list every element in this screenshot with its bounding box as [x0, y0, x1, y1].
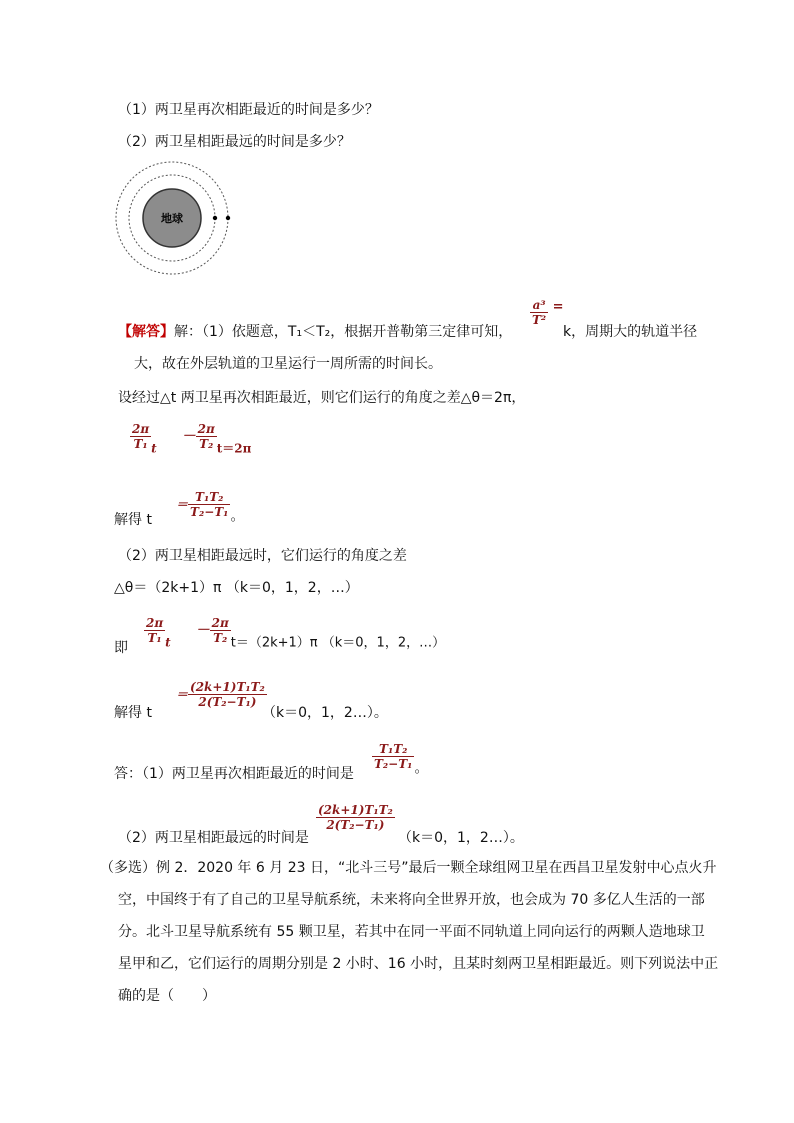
eq1-f2-denominator: T₂ — [196, 436, 217, 451]
eq2-minus: － — [195, 622, 210, 639]
inner-satellite — [213, 216, 217, 220]
kepler-denominator: T² — [532, 313, 547, 327]
answer1-fraction — [372, 742, 414, 771]
eq2-t1: t — [165, 635, 171, 650]
answer-1-prefix: 答：（1）两卫星再次相距最近的时间是 — [114, 766, 354, 782]
eq2-fraction-1 — [144, 616, 165, 645]
example2-line-3: 分。北斗卫星导航系统有 55 颗卫星，若其中在同一平面不同轨道上同向运行的两颗人造地球卫 — [118, 924, 705, 940]
example2-line-4: 星甲和乙，它们运行的周期分别是 2 小时、16 小时，且某时刻两卫星相距最近。则下列说法中正 — [118, 956, 719, 972]
answer-2-prefix: （2）两卫星相距最远的时间是 — [118, 830, 309, 846]
solution-line-2: 大，故在外层轨道的卫星运行一周所需的时间长。 — [134, 356, 442, 372]
solve2-equals: ＝ — [176, 687, 189, 702]
example2-line-5: 确的是（ ） — [118, 988, 216, 1004]
answer2-numerator: (2k+1)T₁T₂ — [318, 803, 393, 817]
outer-satellite — [226, 216, 230, 220]
answer1-numerator: T₁T₂ — [379, 742, 408, 756]
solution-line-1 — [118, 322, 512, 342]
eq1-t1: t — [151, 441, 157, 456]
solve-1-formula — [176, 490, 244, 526]
answer2-denominator: 2(T₂−T₁) — [316, 817, 395, 832]
eq2-rhs: t＝（2k+1）π （k＝0，1，2，…） — [230, 635, 446, 651]
eq1-fraction-2 — [196, 422, 217, 451]
answer-1-formula — [372, 742, 428, 778]
orbit-diagram — [112, 160, 232, 280]
earth-label: 地球 — [161, 212, 183, 225]
eq1-minus: － — [181, 428, 196, 445]
eq2-fraction-2 — [210, 616, 231, 645]
kepler-fraction — [530, 298, 548, 327]
eq1-fraction-1 — [130, 422, 151, 451]
eq2-prefix: 即 — [114, 640, 128, 656]
answer2-end: （k＝0，1，2…）。 — [398, 830, 524, 846]
eq1-f2-numerator: 2π — [197, 422, 215, 436]
solve1-denominator: T₂−T₁ — [190, 505, 229, 519]
solution-line-3: 设经过△t 两卫星再次相距最近，则它们运行的角度之差△θ＝2π， — [118, 390, 526, 406]
solve-2-formula — [176, 680, 267, 709]
example2-line-2: 空，中国终于有了自己的卫星导航系统，未来将向全世界开放，也会成为 70 多亿人生活的一部 — [118, 892, 705, 908]
part-2-line: （2）两卫星相距最远时，它们运行的角度之差 — [118, 548, 407, 564]
solve-1-prefix: 解得 t — [114, 512, 152, 528]
solution-intro: 解：（1）依题意，T₁＜T₂，根据开普勒第三定律可知， — [174, 324, 513, 340]
solve1-numerator: T₁T₂ — [195, 490, 224, 504]
equation-1 — [130, 422, 251, 457]
solve2-fraction — [188, 680, 267, 709]
answer2-fraction — [316, 803, 395, 832]
solve2-denominator: 2(T₂−T₁) — [188, 694, 267, 709]
kepler-numerator: a³ — [532, 298, 546, 312]
solve2-numerator: (2k+1)T₁T₂ — [190, 680, 265, 694]
solve-2-prefix: 解得 t — [114, 705, 152, 721]
eq2-f1-denominator: T₁ — [144, 630, 165, 645]
solve1-equals: ＝ — [176, 497, 189, 512]
eq1-f1-numerator: 2π — [132, 422, 150, 436]
eq1-rhs: t＝2π — [216, 441, 252, 456]
solve1-end: 。 — [230, 508, 245, 525]
solve2-end: （k＝0，1，2…）。 — [262, 705, 388, 721]
part-2-theta: △θ＝（2k+1）π （k＝0，1，2，…） — [114, 580, 359, 596]
equation-2 — [144, 616, 445, 651]
kepler-k-text: k，周期大的轨道半径 — [563, 324, 698, 340]
solution-tag: 【解答】 — [118, 324, 174, 340]
kepler-equals: = — [552, 299, 564, 315]
answer1-end: 。 — [414, 760, 429, 777]
answer-2-formula — [316, 803, 395, 832]
question-2: （2）两卫星相距最远的时间是多少？ — [118, 134, 351, 150]
answer1-denominator: T₂−T₁ — [374, 757, 413, 771]
kepler-formula — [530, 298, 564, 327]
solve1-fraction — [188, 490, 230, 519]
eq2-f1-numerator: 2π — [146, 616, 164, 630]
eq2-f2-denominator: T₂ — [210, 630, 231, 645]
example2-line-1: （多选）例 2．2020 年 6 月 23 日，“北斗三号”最后一颗全球组网卫星在西昌卫星发射中心点火升 — [100, 860, 717, 876]
eq1-f1-denominator: T₁ — [130, 436, 151, 451]
eq2-f2-numerator: 2π — [211, 616, 229, 630]
question-1: （1）两卫星再次相距最近的时间是多少？ — [118, 102, 379, 118]
